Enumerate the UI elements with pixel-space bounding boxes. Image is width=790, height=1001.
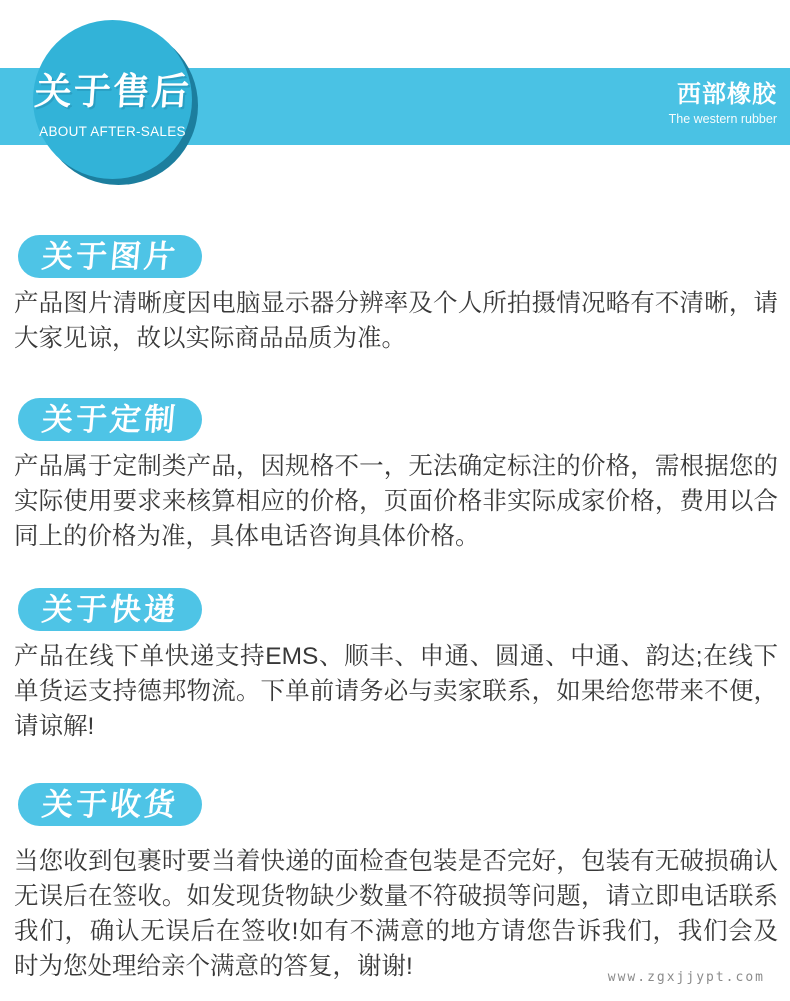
section-about-express bbox=[14, 588, 778, 744]
website-url: www.zgxjjypt.com bbox=[607, 970, 765, 985]
section-body-customization: 产品属于定制类产品，因规格不一，无法确定标注的价格，需根据您的实际使用要求来核算相应的价格，页面价格非实际成家价格，费用以合同上的价格为准，具体电话咨询具体价格。 bbox=[14, 453, 778, 550]
sections-container bbox=[14, 235, 778, 984]
banner-circle bbox=[33, 20, 192, 179]
section-pill-label: 关于快递 bbox=[40, 592, 180, 627]
section-about-receiving bbox=[14, 783, 778, 984]
brand-block bbox=[669, 81, 777, 128]
section-pill-label: 关于定制 bbox=[40, 402, 180, 437]
section-body-pictures: 产品图片清晰度因电脑显示器分辨率及个人所拍摄情况略有不清晰，请大家见谅，故以实际商品品质为准。 bbox=[14, 290, 778, 352]
banner-title: 关于售后 bbox=[32, 70, 192, 112]
section-about-pictures bbox=[14, 235, 778, 356]
section-pill-receiving bbox=[18, 783, 202, 826]
banner-subtitle: ABOUT AFTER-SALES bbox=[39, 123, 186, 139]
brand-name: 西部橡胶 bbox=[677, 81, 777, 108]
section-body-express: 产品在线下单快递支持EMS、顺丰、申通、圆通、中通、韵达;在线下单货运支持德邦物流。下单前请务必与卖家联系，如果给您带来不便，请谅解! bbox=[14, 643, 778, 740]
section-pill-label: 关于收货 bbox=[40, 787, 180, 822]
section-pill-label: 关于图片 bbox=[40, 239, 180, 274]
section-body-receiving: 当您收到包裹时要当着快递的面检查包装是否完好，包装有无破损确认无误后在签收。如发现货物缺少数量不符破损等问题，请立即电话联系我们，确认无误后在签收!如有不满意的地方请您告诉我们，我们会及时为您处理给亲个满意的答复，谢谢! bbox=[14, 848, 778, 980]
section-pill-pictures bbox=[18, 235, 202, 278]
section-pill-customization bbox=[18, 398, 202, 441]
section-pill-express bbox=[18, 588, 202, 631]
brand-subtitle: The western rubber bbox=[668, 112, 777, 126]
section-about-customization bbox=[14, 398, 778, 554]
